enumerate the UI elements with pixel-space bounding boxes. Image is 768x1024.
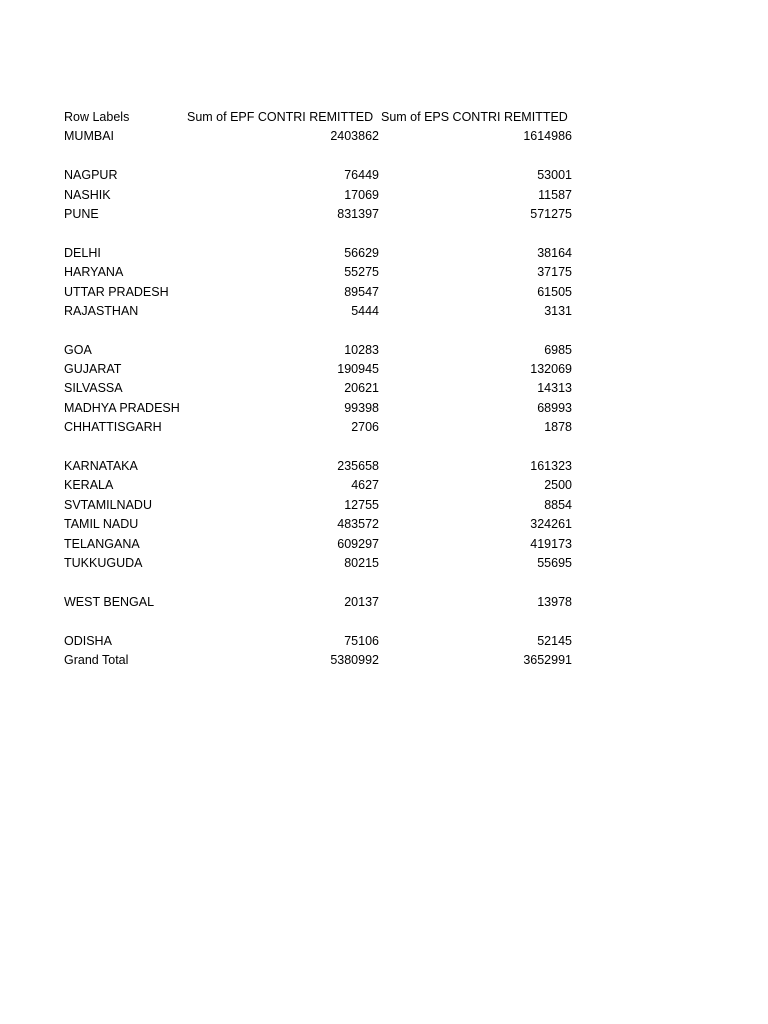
blank-row	[64, 321, 572, 340]
row-label-cell[interactable]: TELANGANA	[64, 536, 140, 551]
table-row	[64, 166, 572, 185]
epf-value-cell[interactable]: 831397	[337, 206, 379, 221]
row-label-cell[interactable]: RAJASTHAN	[64, 303, 139, 318]
table-row	[64, 399, 572, 418]
row-label-cell[interactable]: SVTAMILNADU	[64, 497, 152, 512]
epf-value-cell[interactable]: 17069	[344, 187, 379, 202]
eps-value-cell[interactable]: 11587	[538, 187, 572, 202]
table-row	[64, 186, 572, 205]
pivot-table	[64, 108, 572, 670]
epf-value-cell[interactable]: 12755	[344, 497, 379, 512]
eps-value-cell[interactable]: 68993	[537, 400, 572, 415]
row-label-cell[interactable]: NAGPUR	[64, 168, 118, 183]
row-label-cell[interactable]: GUJARAT	[64, 362, 122, 377]
eps-value-cell[interactable]: 52145	[537, 633, 572, 648]
epf-value-cell[interactable]: 10283	[344, 342, 379, 357]
row-label-cell[interactable]: KERALA	[64, 478, 114, 493]
blank-row	[64, 224, 572, 243]
eps-value-cell[interactable]: 161323	[530, 459, 572, 474]
row-label-cell[interactable]: TUKKUGUDA	[64, 555, 143, 570]
header-epf-sum[interactable]: Sum of EPF CONTRI REMITTED	[187, 110, 374, 124]
eps-value-cell[interactable]: 53001	[537, 168, 572, 183]
table-row	[64, 593, 572, 612]
grand-total-epf[interactable]: 5380992	[330, 652, 379, 667]
header-row-labels[interactable]: Row Labels	[64, 110, 130, 124]
table-row	[64, 496, 572, 515]
epf-value-cell[interactable]: 76449	[344, 168, 379, 183]
header-eps-sum[interactable]: Sum of EPS CONTRI REMITTED	[381, 110, 568, 124]
table-row	[64, 515, 572, 534]
epf-value-cell[interactable]: 20137	[344, 594, 379, 609]
row-label-cell[interactable]: CHHATTISGARH	[64, 420, 162, 435]
blank-row	[64, 438, 572, 457]
eps-value-cell[interactable]: 571275	[530, 206, 572, 221]
row-label-cell[interactable]: HARYANA	[64, 265, 124, 280]
table-row	[64, 263, 572, 282]
table-row	[64, 127, 572, 146]
table-row	[64, 554, 572, 573]
eps-value-cell[interactable]: 14313	[537, 381, 572, 396]
table-row	[64, 283, 572, 302]
row-label-cell[interactable]: WEST BENGAL	[64, 594, 155, 609]
epf-value-cell[interactable]: 2706	[351, 420, 379, 435]
epf-value-cell[interactable]: 80215	[344, 555, 379, 570]
epf-value-cell[interactable]: 4627	[351, 478, 379, 493]
table-row	[64, 535, 572, 554]
eps-value-cell[interactable]: 3131	[544, 303, 572, 318]
table-row	[64, 302, 572, 321]
eps-value-cell[interactable]: 419173	[530, 536, 572, 551]
row-label-cell[interactable]: MADHYA PRADESH	[64, 400, 180, 415]
epf-value-cell[interactable]: 55275	[344, 265, 379, 280]
epf-value-cell[interactable]: 89547	[344, 284, 379, 299]
blank-row	[64, 147, 572, 166]
eps-value-cell[interactable]: 38164	[537, 245, 572, 260]
eps-value-cell[interactable]: 6985	[544, 342, 572, 357]
eps-value-cell[interactable]: 8854	[544, 497, 572, 512]
row-label-cell[interactable]: SILVASSA	[64, 381, 123, 396]
table-row	[64, 205, 572, 224]
epf-value-cell[interactable]: 483572	[337, 517, 379, 532]
eps-value-cell[interactable]: 324261	[530, 517, 572, 532]
table-row	[64, 457, 572, 476]
table-row	[64, 418, 572, 437]
row-label-cell[interactable]: ODISHA	[64, 633, 112, 648]
epf-value-cell[interactable]: 56629	[344, 245, 379, 260]
table-row	[64, 360, 572, 379]
epf-value-cell[interactable]: 20621	[344, 381, 379, 396]
eps-value-cell[interactable]: 132069	[530, 362, 572, 377]
table-row	[64, 632, 572, 651]
row-label-cell[interactable]: KARNATAKA	[64, 459, 138, 474]
grand-total-row	[64, 651, 572, 670]
eps-value-cell[interactable]: 13978	[537, 594, 572, 609]
epf-value-cell[interactable]: 5444	[351, 303, 379, 318]
row-label-cell[interactable]: PUNE	[64, 206, 99, 221]
header-row	[64, 108, 572, 127]
row-label-cell[interactable]: TAMIL NADU	[64, 517, 139, 532]
epf-value-cell[interactable]: 235658	[337, 459, 379, 474]
epf-value-cell[interactable]: 190945	[337, 362, 379, 377]
eps-value-cell[interactable]: 37175	[537, 265, 572, 280]
table-row	[64, 341, 572, 360]
table-row	[64, 379, 572, 398]
eps-value-cell[interactable]: 61505	[537, 284, 572, 299]
row-label-cell[interactable]: DELHI	[64, 245, 101, 260]
row-label-cell[interactable]: GOA	[64, 342, 92, 357]
table-body	[64, 127, 572, 651]
grand-total-label[interactable]: Grand Total	[64, 652, 129, 667]
row-label-cell[interactable]: NASHIK	[64, 187, 111, 202]
eps-value-cell[interactable]: 1614986	[523, 129, 572, 144]
epf-value-cell[interactable]: 609297	[337, 536, 379, 551]
eps-value-cell[interactable]: 2500	[544, 478, 572, 493]
row-label-cell[interactable]: UTTAR PRADESH	[64, 284, 169, 299]
table-row	[64, 244, 572, 263]
table-row	[64, 476, 572, 495]
epf-value-cell[interactable]: 99398	[344, 400, 379, 415]
eps-value-cell[interactable]: 1878	[544, 420, 572, 435]
epf-value-cell[interactable]: 2403862	[330, 129, 379, 144]
epf-value-cell[interactable]: 75106	[344, 633, 379, 648]
blank-row	[64, 573, 572, 592]
blank-row	[64, 612, 572, 631]
row-label-cell[interactable]: MUMBAI	[64, 129, 114, 144]
eps-value-cell[interactable]: 55695	[537, 555, 572, 570]
grand-total-eps[interactable]: 3652991	[523, 652, 572, 667]
